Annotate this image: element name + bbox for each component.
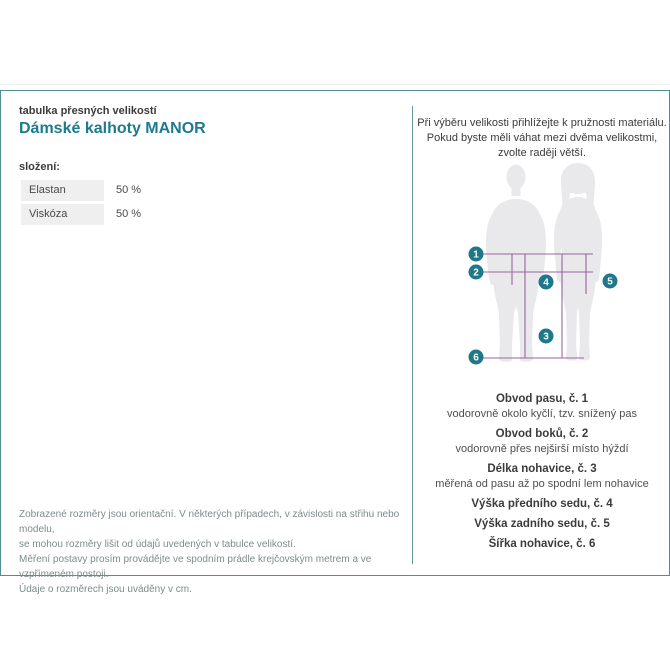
- sizing-advice-text: [413, 116, 670, 161]
- disclaimer-line: Měření postavy prosím provádějte ve spodním prádle krejčovským metrem a ve vzpřímeném postoji.: [19, 554, 372, 580]
- measurement-title: Šířka nohavice, č. 6: [488, 538, 596, 550]
- measurement-title: Délka nohavice, č. 3: [487, 463, 597, 475]
- measurement-item: [413, 536, 670, 552]
- measurement-legend: [413, 391, 670, 556]
- table-row: [21, 180, 241, 201]
- measurement-item: [413, 391, 670, 422]
- svg-text:5: 5: [607, 276, 613, 288]
- svg-text:1: 1: [473, 249, 479, 261]
- marker-5: [603, 274, 618, 289]
- page-divider-line: [0, 84, 670, 85]
- left-column: [1, 91, 412, 595]
- measurement-description: měřená od pasu až po spodní lem nohavice: [435, 478, 649, 490]
- disclaimer-text: [19, 507, 404, 597]
- male-silhouette-figure: [486, 165, 546, 362]
- material-name: Elastan: [21, 180, 104, 201]
- svg-text:4: 4: [543, 277, 549, 289]
- table-row: [21, 204, 241, 225]
- measurement-description: vodorovně okolo kyčlí, tzv. snížený pas: [447, 408, 637, 420]
- marker-4: [539, 275, 554, 290]
- measurement-description: vodorovně přes nejširší místo hýždí: [455, 443, 629, 455]
- measurement-item: [413, 496, 670, 512]
- right-column: [413, 91, 670, 575]
- advice-line: Při výběru velikosti přihlížejte k pružnosti materiálu.: [417, 117, 667, 129]
- material-percentage: 50 %: [116, 208, 142, 220]
- disclaimer-line: Zobrazené rozměry jsou orientační. V některých případech, v závislosti na střihu nebo modelu,: [19, 509, 400, 535]
- measurement-item: [413, 516, 670, 532]
- measurement-diagram: [463, 161, 633, 371]
- marker-3: [539, 329, 554, 344]
- measurement-title: Výška předního sedu, č. 4: [471, 498, 613, 510]
- measurement-title: Obvod pasu, č. 1: [495, 393, 589, 405]
- measurement-title: Obvod boků, č. 2: [495, 428, 589, 440]
- marker-6: [469, 350, 484, 365]
- table-subtitle: tabulka přesných velikostí: [19, 105, 157, 117]
- composition-table: [21, 180, 241, 228]
- disclaimer-line: Údaje o rozměrech jsou uváděny v cm.: [19, 584, 192, 595]
- advice-line: zvolte raději větší.: [497, 147, 587, 159]
- measurement-item: [413, 461, 670, 492]
- svg-text:3: 3: [543, 331, 549, 343]
- svg-text:6: 6: [473, 352, 479, 364]
- material-percentage: 50 %: [116, 184, 142, 196]
- disclaimer-line: se mohou rozměry lišit od údajů uvedených v tabulce velikostí.: [19, 539, 296, 550]
- svg-text:2: 2: [473, 267, 479, 279]
- product-title: Dámské kalhoty MANOR: [19, 120, 206, 137]
- marker-1: [469, 247, 484, 262]
- measurement-item: [413, 426, 670, 457]
- marker-2: [469, 265, 484, 280]
- female-silhouette-figure: [554, 163, 602, 361]
- material-name: Viskóza: [21, 204, 104, 225]
- advice-line: Pokud byste měli váhat mezi dvěma velikostmi,: [426, 132, 658, 144]
- size-chart-panel: [0, 90, 670, 595]
- measurement-title: Výška zadního sedu, č. 5: [474, 518, 610, 530]
- composition-label: složení:: [19, 161, 60, 173]
